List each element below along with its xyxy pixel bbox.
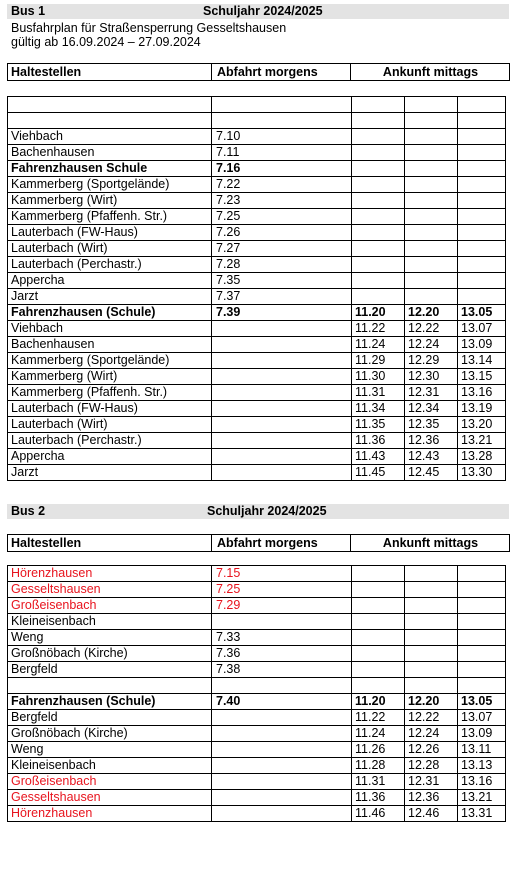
arrival-time-1 <box>352 241 405 257</box>
arrival-time-1: 11.43 <box>352 449 405 465</box>
stop-name: Lauterbach (Perchastr.) <box>8 257 212 273</box>
departure-time <box>212 465 352 481</box>
arrival-time-1 <box>352 145 405 161</box>
stop-name: Hörenzhausen <box>8 566 212 582</box>
table-row <box>8 433 506 449</box>
arrival-time-3: 13.16 <box>458 774 506 790</box>
arrival-time-3 <box>458 646 506 662</box>
arrival-time-1: 11.22 <box>352 710 405 726</box>
bus1-timetable <box>7 96 506 481</box>
table-row <box>8 353 506 369</box>
arrival-time-2 <box>405 225 458 241</box>
arrival-time-3 <box>458 193 506 209</box>
table-row <box>8 758 506 774</box>
arrival-time-1 <box>352 630 405 646</box>
bus1-label: Bus 1 <box>11 4 46 18</box>
departure-time: 7.15 <box>212 566 352 582</box>
arrival-time-2: 12.45 <box>405 465 458 481</box>
arrival-time-3: 13.15 <box>458 369 506 385</box>
arrival-time-3: 13.13 <box>458 758 506 774</box>
arrival-time-3 <box>458 257 506 273</box>
table-row <box>8 241 506 257</box>
arrival-time-3 <box>458 582 506 598</box>
arrival-time-1 <box>352 582 405 598</box>
arrival-time-3 <box>458 241 506 257</box>
arrival-time-2 <box>405 646 458 662</box>
stop-name: Viehbach <box>8 321 212 337</box>
arrival-time-2: 12.20 <box>405 694 458 710</box>
arrival-time-2 <box>405 678 458 694</box>
arrival-time-1 <box>352 129 405 145</box>
bus1-table-header <box>7 63 510 81</box>
arrival-time-1 <box>352 177 405 193</box>
stop-name: Großeisenbach <box>8 598 212 614</box>
stop-name: Hörenzhausen <box>8 806 212 822</box>
stop-name: Gesseltshausen <box>8 582 212 598</box>
departure-time <box>212 337 352 353</box>
stop-name: Viehbach <box>8 129 212 145</box>
stop-name: Fahrenzhausen (Schule) <box>8 305 212 321</box>
table-row <box>8 129 506 145</box>
arrival-time-1: 11.20 <box>352 694 405 710</box>
stop-name: Lauterbach (Wirt) <box>8 241 212 257</box>
arrival-time-2: 12.28 <box>405 758 458 774</box>
stop-name: Jarzt <box>8 465 212 481</box>
header-arrival: Ankunft mittags <box>350 64 510 80</box>
arrival-time-3: 13.09 <box>458 337 506 353</box>
departure-time <box>212 614 352 630</box>
arrival-time-2 <box>405 257 458 273</box>
arrival-time-1 <box>352 97 405 113</box>
arrival-time-1: 11.29 <box>352 353 405 369</box>
table-row <box>8 289 506 305</box>
arrival-time-2 <box>405 630 458 646</box>
bus1-school-year: Schuljahr 2024/2025 <box>203 4 323 18</box>
header-departure: Abfahrt morgens <box>211 535 355 551</box>
table-row <box>8 113 506 129</box>
arrival-time-2: 12.34 <box>405 401 458 417</box>
departure-time: 7.10 <box>212 129 352 145</box>
stop-name: Appercha <box>8 273 212 289</box>
arrival-time-3: 13.11 <box>458 742 506 758</box>
arrival-time-2: 12.31 <box>405 774 458 790</box>
table-row <box>8 337 506 353</box>
arrival-time-3 <box>458 97 506 113</box>
arrival-time-2 <box>405 129 458 145</box>
stop-name: Bergfeld <box>8 710 212 726</box>
table-row <box>8 598 506 614</box>
table-row <box>8 321 506 337</box>
stop-name: Bachenhausen <box>8 145 212 161</box>
stop-name: Lauterbach (Perchastr.) <box>8 433 212 449</box>
arrival-time-2 <box>405 241 458 257</box>
arrival-time-2: 12.43 <box>405 449 458 465</box>
arrival-time-3 <box>458 566 506 582</box>
departure-time: 7.35 <box>212 273 352 289</box>
departure-time: 7.39 <box>212 305 352 321</box>
arrival-time-3: 13.07 <box>458 321 506 337</box>
arrival-time-3: 13.21 <box>458 790 506 806</box>
departure-time <box>212 758 352 774</box>
table-row <box>8 209 506 225</box>
arrival-time-1 <box>352 598 405 614</box>
departure-time: 7.40 <box>212 694 352 710</box>
departure-time <box>212 726 352 742</box>
table-row <box>8 742 506 758</box>
stop-name: Lauterbach (FW-Haus) <box>8 225 212 241</box>
arrival-time-3: 13.16 <box>458 385 506 401</box>
arrival-time-2: 12.35 <box>405 417 458 433</box>
stop-name: Kammerberg (Pfaffenh. Str.) <box>8 385 212 401</box>
table-row <box>8 678 506 694</box>
arrival-time-1 <box>352 257 405 273</box>
departure-time: 7.38 <box>212 662 352 678</box>
stop-name <box>8 97 212 113</box>
stop-name: Lauterbach (Wirt) <box>8 417 212 433</box>
departure-time <box>212 742 352 758</box>
stop-name: Kammerberg (Wirt) <box>8 369 212 385</box>
departure-time <box>212 774 352 790</box>
table-row <box>8 790 506 806</box>
arrival-time-3: 13.20 <box>458 417 506 433</box>
stop-name: Kammerberg (Wirt) <box>8 193 212 209</box>
bus2-timetable <box>7 565 506 822</box>
stop-name: Großnöbach (Kirche) <box>8 726 212 742</box>
arrival-time-3: 13.30 <box>458 465 506 481</box>
departure-time <box>212 401 352 417</box>
header-stops: Haltestellen <box>11 65 82 79</box>
departure-time: 7.27 <box>212 241 352 257</box>
arrival-time-2: 12.36 <box>405 433 458 449</box>
arrival-time-3: 13.05 <box>458 305 506 321</box>
arrival-time-3 <box>458 273 506 289</box>
stop-name: Weng <box>8 742 212 758</box>
arrival-time-3: 13.07 <box>458 710 506 726</box>
departure-time: 7.37 <box>212 289 352 305</box>
arrival-time-2: 12.46 <box>405 806 458 822</box>
stop-name: Gesseltshausen <box>8 790 212 806</box>
arrival-time-1: 11.22 <box>352 321 405 337</box>
arrival-time-1: 11.36 <box>352 790 405 806</box>
arrival-time-3 <box>458 289 506 305</box>
departure-time <box>212 97 352 113</box>
arrival-time-3: 13.14 <box>458 353 506 369</box>
arrival-time-3 <box>458 614 506 630</box>
table-row <box>8 806 506 822</box>
departure-time: 7.25 <box>212 582 352 598</box>
departure-time: 7.29 <box>212 598 352 614</box>
arrival-time-3 <box>458 225 506 241</box>
arrival-time-2 <box>405 113 458 129</box>
arrival-time-3: 13.31 <box>458 806 506 822</box>
stop-name: Kleineisenbach <box>8 614 212 630</box>
arrival-time-2: 12.20 <box>405 305 458 321</box>
arrival-time-1: 11.24 <box>352 337 405 353</box>
arrival-time-1: 11.20 <box>352 305 405 321</box>
table-row <box>8 582 506 598</box>
departure-time: 7.11 <box>212 145 352 161</box>
arrival-time-1 <box>352 678 405 694</box>
table-row <box>8 273 506 289</box>
stop-name: Kammerberg (Sportgelände) <box>8 353 212 369</box>
school-row <box>8 694 506 710</box>
table-row <box>8 449 506 465</box>
bus1-validity: gültig ab 16.09.2024 – 27.09.2024 <box>11 35 201 49</box>
arrival-time-3 <box>458 129 506 145</box>
stop-name <box>8 678 212 694</box>
table-row <box>8 385 506 401</box>
arrival-time-1: 11.34 <box>352 401 405 417</box>
table-row <box>8 225 506 241</box>
stop-name: Großeisenbach <box>8 774 212 790</box>
arrival-time-1: 11.35 <box>352 417 405 433</box>
departure-time: 7.36 <box>212 646 352 662</box>
arrival-time-2: 12.26 <box>405 742 458 758</box>
stop-name: Kleineisenbach <box>8 758 212 774</box>
table-row <box>8 630 506 646</box>
arrival-time-1: 11.36 <box>352 433 405 449</box>
arrival-time-2: 12.30 <box>405 369 458 385</box>
bus2-school-year: Schuljahr 2024/2025 <box>207 504 327 518</box>
arrival-time-3 <box>458 630 506 646</box>
bus1-subtitle: Busfahrplan für Straßensperrung Gesseltshausen <box>11 21 287 35</box>
stop-name <box>8 113 212 129</box>
bus1-title-band <box>7 4 509 19</box>
arrival-time-3 <box>458 662 506 678</box>
bus2-label: Bus 2 <box>11 504 46 518</box>
arrival-time-2: 12.22 <box>405 710 458 726</box>
arrival-time-3 <box>458 113 506 129</box>
arrival-time-1: 11.24 <box>352 726 405 742</box>
bus2-title-band <box>7 504 509 519</box>
departure-time: 7.16 <box>212 161 352 177</box>
header-stops: Haltestellen <box>11 536 82 550</box>
arrival-time-2 <box>405 289 458 305</box>
departure-time <box>212 113 352 129</box>
stop-name: Weng <box>8 630 212 646</box>
arrival-time-2 <box>405 193 458 209</box>
arrival-time-1 <box>352 614 405 630</box>
arrival-time-3: 13.28 <box>458 449 506 465</box>
arrival-time-1 <box>352 289 405 305</box>
table-row <box>8 193 506 209</box>
arrival-time-2 <box>405 582 458 598</box>
departure-time <box>212 433 352 449</box>
arrival-time-1 <box>352 209 405 225</box>
departure-time <box>212 417 352 433</box>
arrival-time-2: 12.31 <box>405 385 458 401</box>
departure-time: 7.33 <box>212 630 352 646</box>
table-row <box>8 369 506 385</box>
departure-time <box>212 710 352 726</box>
arrival-time-1 <box>352 193 405 209</box>
stop-name: Fahrenzhausen (Schule) <box>8 694 212 710</box>
arrival-time-3 <box>458 678 506 694</box>
table-row <box>8 662 506 678</box>
departure-time: 7.22 <box>212 177 352 193</box>
arrival-time-1: 11.30 <box>352 369 405 385</box>
arrival-time-3 <box>458 598 506 614</box>
arrival-time-2: 12.36 <box>405 790 458 806</box>
arrival-time-2: 12.22 <box>405 321 458 337</box>
arrival-time-1 <box>352 566 405 582</box>
table-row <box>8 465 506 481</box>
arrival-time-2 <box>405 598 458 614</box>
arrival-time-3: 13.19 <box>458 401 506 417</box>
arrival-time-3: 13.05 <box>458 694 506 710</box>
stop-name: Appercha <box>8 449 212 465</box>
table-row <box>8 710 506 726</box>
stop-name: Lauterbach (FW-Haus) <box>8 401 212 417</box>
arrival-time-1 <box>352 225 405 241</box>
table-row <box>8 646 506 662</box>
table-row <box>8 417 506 433</box>
departure-time <box>212 790 352 806</box>
arrival-time-2 <box>405 209 458 225</box>
arrival-time-1: 11.26 <box>352 742 405 758</box>
arrival-time-3 <box>458 209 506 225</box>
arrival-time-1 <box>352 662 405 678</box>
departure-time <box>212 353 352 369</box>
arrival-time-1 <box>352 273 405 289</box>
departure-time: 7.28 <box>212 257 352 273</box>
departure-time <box>212 385 352 401</box>
table-row <box>8 774 506 790</box>
departure-time <box>212 806 352 822</box>
arrival-time-3 <box>458 145 506 161</box>
bus2-table-header <box>7 534 510 552</box>
arrival-time-1 <box>352 161 405 177</box>
stop-name: Bachenhausen <box>8 337 212 353</box>
departure-time: 7.23 <box>212 193 352 209</box>
table-row <box>8 614 506 630</box>
departure-time <box>212 449 352 465</box>
arrival-time-2 <box>405 566 458 582</box>
stop-name: Fahrenzhausen Schule <box>8 161 212 177</box>
table-row <box>8 566 506 582</box>
departure-time: 7.25 <box>212 209 352 225</box>
arrival-time-2 <box>405 614 458 630</box>
table-row <box>8 97 506 113</box>
arrival-time-2: 12.24 <box>405 337 458 353</box>
arrival-time-1: 11.45 <box>352 465 405 481</box>
departure-time <box>212 678 352 694</box>
table-row <box>8 177 506 193</box>
arrival-time-2 <box>405 145 458 161</box>
departure-time: 7.26 <box>212 225 352 241</box>
table-row <box>8 145 506 161</box>
arrival-time-1: 11.46 <box>352 806 405 822</box>
arrival-time-2: 12.24 <box>405 726 458 742</box>
arrival-time-2 <box>405 273 458 289</box>
departure-time <box>212 369 352 385</box>
table-row <box>8 161 506 177</box>
arrival-time-3: 13.09 <box>458 726 506 742</box>
arrival-time-2 <box>405 161 458 177</box>
table-row <box>8 401 506 417</box>
arrival-time-2 <box>405 177 458 193</box>
arrival-time-2 <box>405 662 458 678</box>
stop-name: Großnöbach (Kirche) <box>8 646 212 662</box>
table-row <box>8 257 506 273</box>
arrival-time-1: 11.28 <box>352 758 405 774</box>
arrival-time-2: 12.29 <box>405 353 458 369</box>
stop-name: Bergfeld <box>8 662 212 678</box>
arrival-time-2 <box>405 97 458 113</box>
table-row <box>8 726 506 742</box>
stop-name: Kammerberg (Pfaffenh. Str.) <box>8 209 212 225</box>
header-arrival: Ankunft mittags <box>350 535 510 551</box>
arrival-time-1: 11.31 <box>352 774 405 790</box>
arrival-time-1: 11.31 <box>352 385 405 401</box>
school-row <box>8 305 506 321</box>
header-departure: Abfahrt morgens <box>211 64 355 80</box>
arrival-time-3 <box>458 177 506 193</box>
stop-name: Kammerberg (Sportgelände) <box>8 177 212 193</box>
arrival-time-3: 13.21 <box>458 433 506 449</box>
arrival-time-1 <box>352 113 405 129</box>
arrival-time-3 <box>458 161 506 177</box>
arrival-time-1 <box>352 646 405 662</box>
stop-name: Jarzt <box>8 289 212 305</box>
departure-time <box>212 321 352 337</box>
